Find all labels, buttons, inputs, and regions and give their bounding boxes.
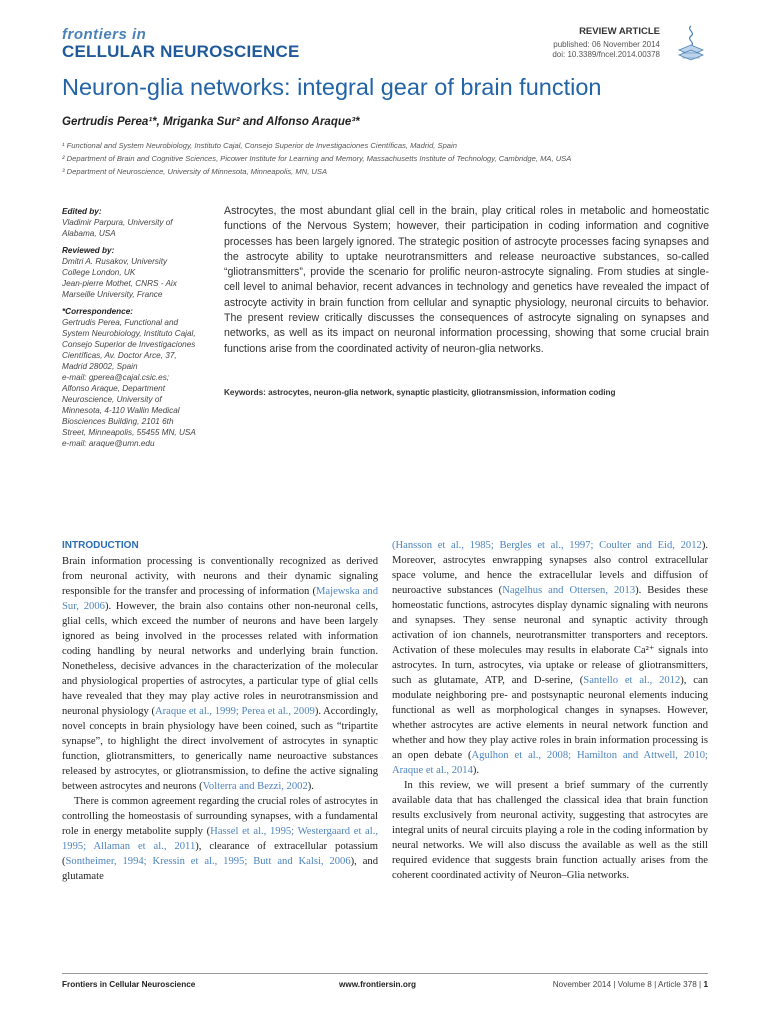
- footer-website-link[interactable]: www.frontiersin.org: [339, 980, 417, 989]
- correspondence-label: *Correspondence:: [62, 307, 133, 316]
- text-run: ), and glutamate: [62, 856, 379, 882]
- correspondence-email-2[interactable]: e-mail: araque@umn.edu: [62, 439, 155, 448]
- body-column-left: [62, 538, 378, 884]
- text-run: Brain information processing is conventionally recognized as derived from neuronal activity, with neurons and their dynamic signaling responsible for the transfer and processing of information (: [62, 556, 378, 597]
- journal-logo-icon: [676, 24, 706, 64]
- text-run: ). Moreover, astrocytes enwrapping synapses also control extracellular space volume, and hence the extracellular levels and diffusion of neuroactive substances (: [392, 540, 708, 596]
- text-run: There is common agreement regarding the crucial roles of astrocytes in controlling the homeostasis of surrounding synapses, with a fundamental role in energy metabolite supply (: [62, 796, 378, 837]
- body-column-right: [392, 538, 708, 883]
- article-title: Neuron-glia networks: integral gear of brain function: [62, 74, 602, 100]
- text-run: ), can modulate neighboring pre- and postsynaptic neuronal elements inducing functional as well as morphological changes in synapses. However, whether astrocytes are active elements in neural network function and whether and how they play active roles in brain information processing is an open debate (: [392, 675, 708, 761]
- reviewer-1: Dmitri A. Rusakov, University College London, UK: [62, 257, 168, 277]
- citation-link[interactable]: Araque et al., 1999; Perea et al., 2009: [155, 706, 315, 717]
- article-type-label: REVIEW ARTICLE: [579, 26, 660, 37]
- abstract-text: Astrocytes, the most abundant glial cell in the brain, play critical roles in metabolic and homeostatic functions of the Nervous System; however, their participation in coding information and cognitive processes has been largely ignored. The strategic position of astrocyte processes facing synapses and the astrocyte ability to uptake neurotransmitters and release neuroactive substances, so-called “gliotransmitters”, provide the scenario for prolific neuron-astrocyte signaling. From studies at single-cell level to animal behavior, recent advances in technology and genetics have revealed the impact of astrocyte activity in brain function from cellular and synaptic physiology, neuronal circuits to behavior. The present review critically discusses the consequences of astrocyte signaling on synapses and networks, as well as its impact on neuronal information processing, showing that some crucial brain functions arise from the coordinated activity of neuron-glia networks.: [224, 205, 709, 355]
- text-run: ). Accordingly, novel concepts in brain physiology have been coined, such as “tripartite synapse”, to highlight the direct involvement of astrocytes in synaptic function, gliotransmitters, to generically name neuroactive substances released by astrocytes, or gliotransmission, to define the active signaling between astrocytes and neurons (: [62, 706, 378, 792]
- text-run: ), clearance of extracellular potassium (: [62, 841, 378, 867]
- citation-link[interactable]: Sontheimer, 1994; Kressin et al., 1995; Butt and Kalsi, 2006: [65, 856, 351, 867]
- text-run: ).: [472, 765, 480, 776]
- citation-link[interactable]: Agulhon et al., 2008; Hamilton and Attwell, 2010; Araque et al., 2014: [392, 750, 708, 776]
- journal-brand-name: CELLULAR NEUROSCIENCE: [62, 42, 300, 61]
- correspondence-author-1: Gertrudis Perea, Functional and System Neurobiology, Instituto Cajal, Consejo Superior de Investigaciones Científicas, Av. Doctor Arce, 37, Madrid 28002, Spain: [62, 318, 196, 371]
- affiliation-3: ³ Department of Neuroscience, University of Minnesota, Minneapolis, MN, USA: [62, 167, 328, 176]
- affiliation-2: ² Department of Brain and Cognitive Sciences, Picower Institute for Learning and Memory, Massachusetts Institute of Technology, Cambridge, MA, USA: [62, 154, 572, 163]
- doi-link[interactable]: doi: 10.3389/fncel.2014.00378: [552, 50, 660, 59]
- correspondence-email-1[interactable]: e-mail: gperea@cajal.csic.es;: [62, 373, 170, 382]
- page-number: 1: [703, 980, 708, 989]
- text-run: ). Besides these homeostatic functions, astrocytes display dynamic signaling with neurons and synapses. They sense neuronal and synaptic activity through activation of ion channels, neurotransmitter transporters and receptors. Activation of these molecules may results in elaborate Ca²⁺ signals into astrocytes. In turn, astrocytes, via uptake or release of gliotransmitters, such as glutamate, ATP, and D-serine, (: [392, 585, 708, 686]
- article-info-sidebar: [62, 206, 196, 449]
- edited-by-label: Edited by:: [62, 207, 102, 216]
- editor-name: Vladimir Parpura, University of Alabama, USA: [62, 218, 173, 238]
- keywords-line: Keywords: astrocytes, neuron-glia network, synaptic plasticity, gliotransmission, information coding: [224, 388, 616, 397]
- affiliation-1: ¹ Functional and System Neurobiology, Instituto Cajal, Consejo Superior de Investigaciones Científicas, Madrid, Spain: [62, 141, 457, 150]
- footer-divider: [62, 973, 708, 974]
- reviewer-2: Jean-pierre Mothet, CNRS - Aix Marseille University, France: [62, 279, 177, 299]
- citation-link[interactable]: Volterra and Bezzi, 2002: [202, 781, 308, 792]
- citation-link[interactable]: Nagelhus and Ottersen, 2013: [502, 585, 636, 596]
- footer-issue-info: [553, 980, 708, 989]
- section-heading-introduction: INTRODUCTION: [62, 540, 139, 551]
- citation-link[interactable]: Hassel et al., 1995; Westergaard et al., 1995; Allaman et al., 2011: [62, 826, 379, 852]
- intro-paragraph-3: In this review, we will present a brief summary of the currently available data that has challenged the classical idea that brain function results exclusively from neuronal activity, suggesting that astrocytes are integral units of neural circuits playing a role in the coding information by neural networks. We will also discuss the available as well as the still required evidence that suggests brain function actually arises from the coherent coordinated activity of Neuron–Glia networks.: [392, 780, 708, 881]
- intro-paragraph-2: [62, 794, 378, 884]
- issue-details: November 2014 | Volume 8 | Article 378 |: [552, 980, 702, 989]
- intro-paragraph-1: [62, 554, 378, 794]
- reviewed-by-label: Reviewed by:: [62, 246, 115, 255]
- citation-link[interactable]: (Hansson et al., 1985; Bergles et al., 1997; Coulter and Eid, 2012: [392, 540, 702, 551]
- citation-link[interactable]: Santello et al., 2012: [583, 675, 681, 686]
- intro-paragraph-2-continued: [392, 538, 708, 778]
- text-run: ). However, the brain also contains other non-neuronal cells, glial cells, which exceed the number of neurons and have been largely ignored as being involved in the processes related with information coding handling by neural networks and underlying brain function. Nonetheless, decisive advances in the characterization of the molecular and physiological properties of astrocytes, a particular type of glial cells have revealed that they may play active roles in neurotransmission and neuronal physiology (: [62, 601, 378, 717]
- correspondence-author-2: Alfonso Araque, Department Neuroscience, University of Minnesota, 4-110 Wallin Medical Biosciences Building, 2101 6th Street, Minneapolis, 55455 MN, USA: [62, 384, 196, 437]
- author-list: Gertrudis Perea¹*, Mriganka Sur² and Alfonso Araque³*: [62, 116, 360, 128]
- journal-brand-prefix: frontiers in: [62, 26, 147, 43]
- text-run: ).: [307, 781, 314, 792]
- published-date: published: 06 November 2014: [553, 40, 660, 49]
- footer-journal-name: Frontiers in Cellular Neuroscience: [62, 980, 196, 989]
- citation-link[interactable]: Majewska and Sur, 2006: [62, 586, 378, 612]
